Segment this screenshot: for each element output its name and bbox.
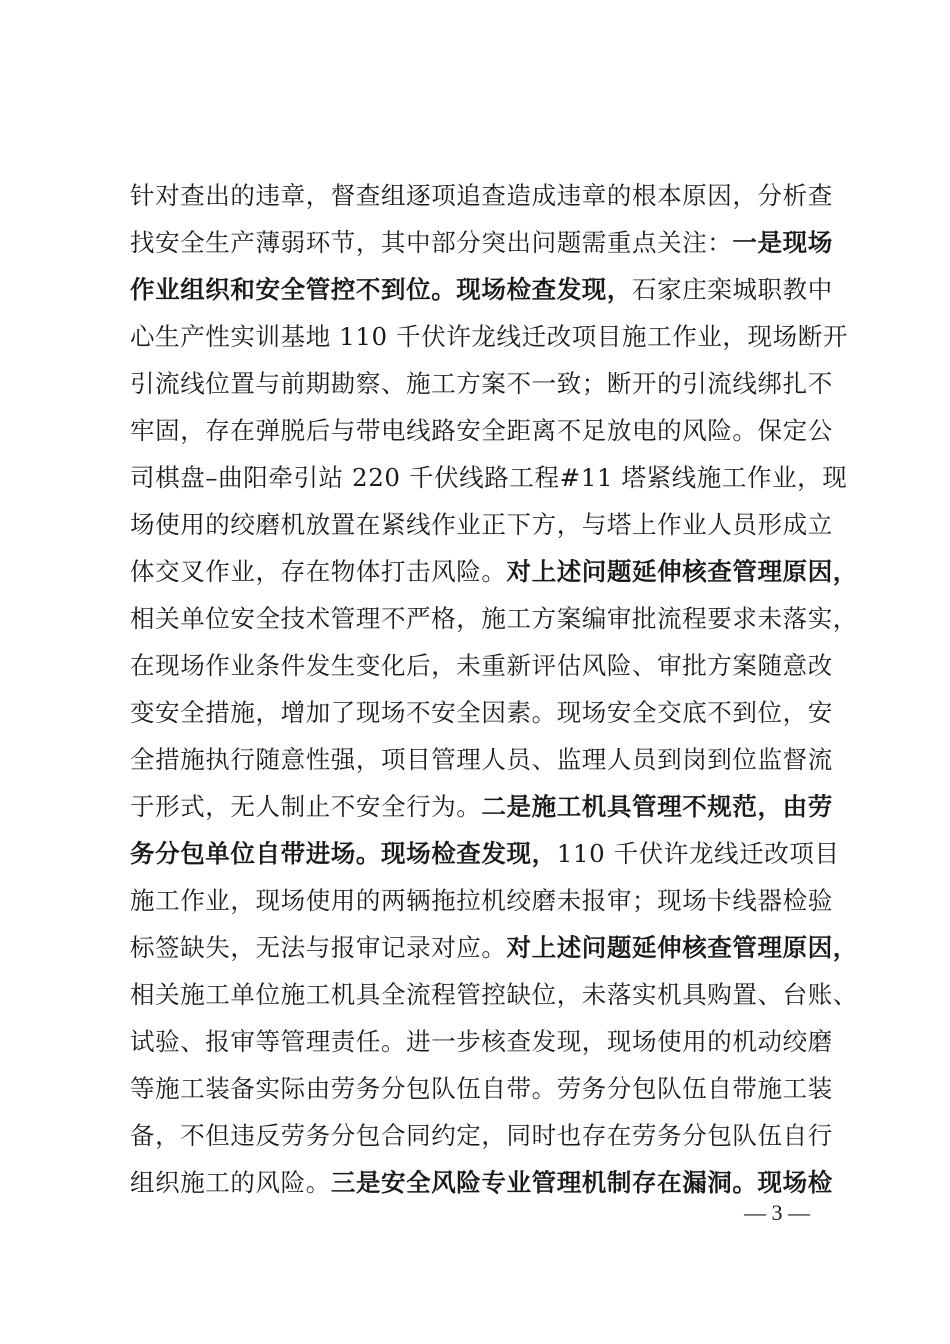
text-segment: 全措施执行随意性强，项目管理人员、监理人员到岗到位监督流	[130, 745, 833, 774]
text-segment: 石家庄栾城职教中	[632, 275, 833, 304]
text-line	[130, 689, 833, 736]
text-line	[130, 313, 848, 360]
text-segment: 相关单位安全技术管理不严格，施工方案编审批流程要求未落实，	[130, 604, 858, 633]
text-segment: 心生产性实训基地 110 千伏许龙线迁改项目施工作业，现场断开	[130, 322, 848, 351]
text-segment: 引流线位置与前期勘察、施工方案不一致；断开的引流线绑扎不	[130, 369, 833, 398]
page-number: — 3 —	[744, 1200, 810, 1225]
text-line	[130, 1018, 833, 1065]
text-segment: 体交叉作业，存在物体打击风险。	[130, 557, 507, 586]
text-segment: 场使用的绞磨机放置在紧线作业正下方，与塔上作业人员形成立	[130, 510, 833, 539]
text-line	[130, 783, 833, 830]
text-segment: 施工作业，现场使用的两辆拖拉机绞磨未报审；现场卡线器检验	[130, 886, 833, 915]
text-line	[130, 642, 833, 689]
text-line	[130, 219, 833, 266]
text-segment: 司棋盘–曲阳牵引站 220 千伏线路工程#11 塔紧线施工作业，现	[130, 463, 848, 492]
bold-text-segment: 对上述问题延伸核查管理原因，	[506, 933, 858, 962]
text-segment: 标签缺失，无法与报审记录对应。	[130, 933, 507, 962]
text-line	[130, 266, 833, 313]
bold-text-segment: 一是现场	[732, 228, 833, 257]
text-line	[130, 501, 833, 548]
text-segment: 110 千伏许龙线迁改项目	[556, 839, 840, 868]
text-segment: 备，不但违反劳务分包合同约定，同时也存在劳务分包队伍自行	[130, 1121, 833, 1150]
text-line	[130, 407, 833, 454]
body-paragraph	[130, 172, 858, 1206]
text-segment: 变安全措施，增加了现场不安全因素。现场安全交底不到位，安	[130, 698, 833, 727]
text-line	[130, 1065, 833, 1112]
text-line	[130, 1112, 833, 1159]
text-segment: 找安全生产薄弱环节，其中部分突出问题需重点关注：	[130, 228, 733, 257]
text-line	[130, 830, 840, 877]
text-line	[130, 595, 858, 642]
text-line	[130, 877, 833, 924]
bold-text-segment: 作业组织和安全管控不到位。现场检查发现，	[130, 275, 632, 304]
bold-text-segment: 三是安全风险专业管理机制存在漏洞。现场检	[330, 1168, 833, 1197]
text-line	[130, 1159, 833, 1206]
bold-text-segment: 对上述问题延伸核查管理原因，	[506, 557, 858, 586]
text-line	[130, 971, 858, 1018]
bold-text-segment: 二是施工机具管理不规范，由劳	[481, 792, 833, 821]
text-segment: 等施工装备实际由劳务分包队伍自带。劳务分包队伍自带施工装	[130, 1074, 833, 1103]
text-segment: 于形式，无人制止不安全行为。	[130, 792, 482, 821]
text-line	[130, 736, 833, 783]
bold-text-segment: 务分包单位自带进场。现场检查发现，	[130, 839, 557, 868]
text-segment: 试验、报审等管理责任。进一步核查发现，现场使用的机动绞磨	[130, 1027, 833, 1056]
text-line	[130, 172, 833, 219]
text-segment: 组织施工的风险。	[130, 1168, 331, 1197]
text-segment: 在现场作业条件发生变化后，未重新评估风险、审批方案随意改	[130, 651, 833, 680]
text-line	[130, 454, 848, 501]
text-line	[130, 924, 858, 971]
text-line	[130, 548, 858, 595]
text-segment: 相关施工单位施工机具全流程管控缺位，未落实机具购置、台账、	[130, 980, 858, 1009]
text-line	[130, 360, 833, 407]
text-segment: 针对查出的违章，督查组逐项追查造成违章的根本原因，分析查	[130, 181, 833, 210]
text-segment: 牢固，存在弹脱后与带电线路安全距离不足放电的风险。保定公	[130, 416, 833, 445]
